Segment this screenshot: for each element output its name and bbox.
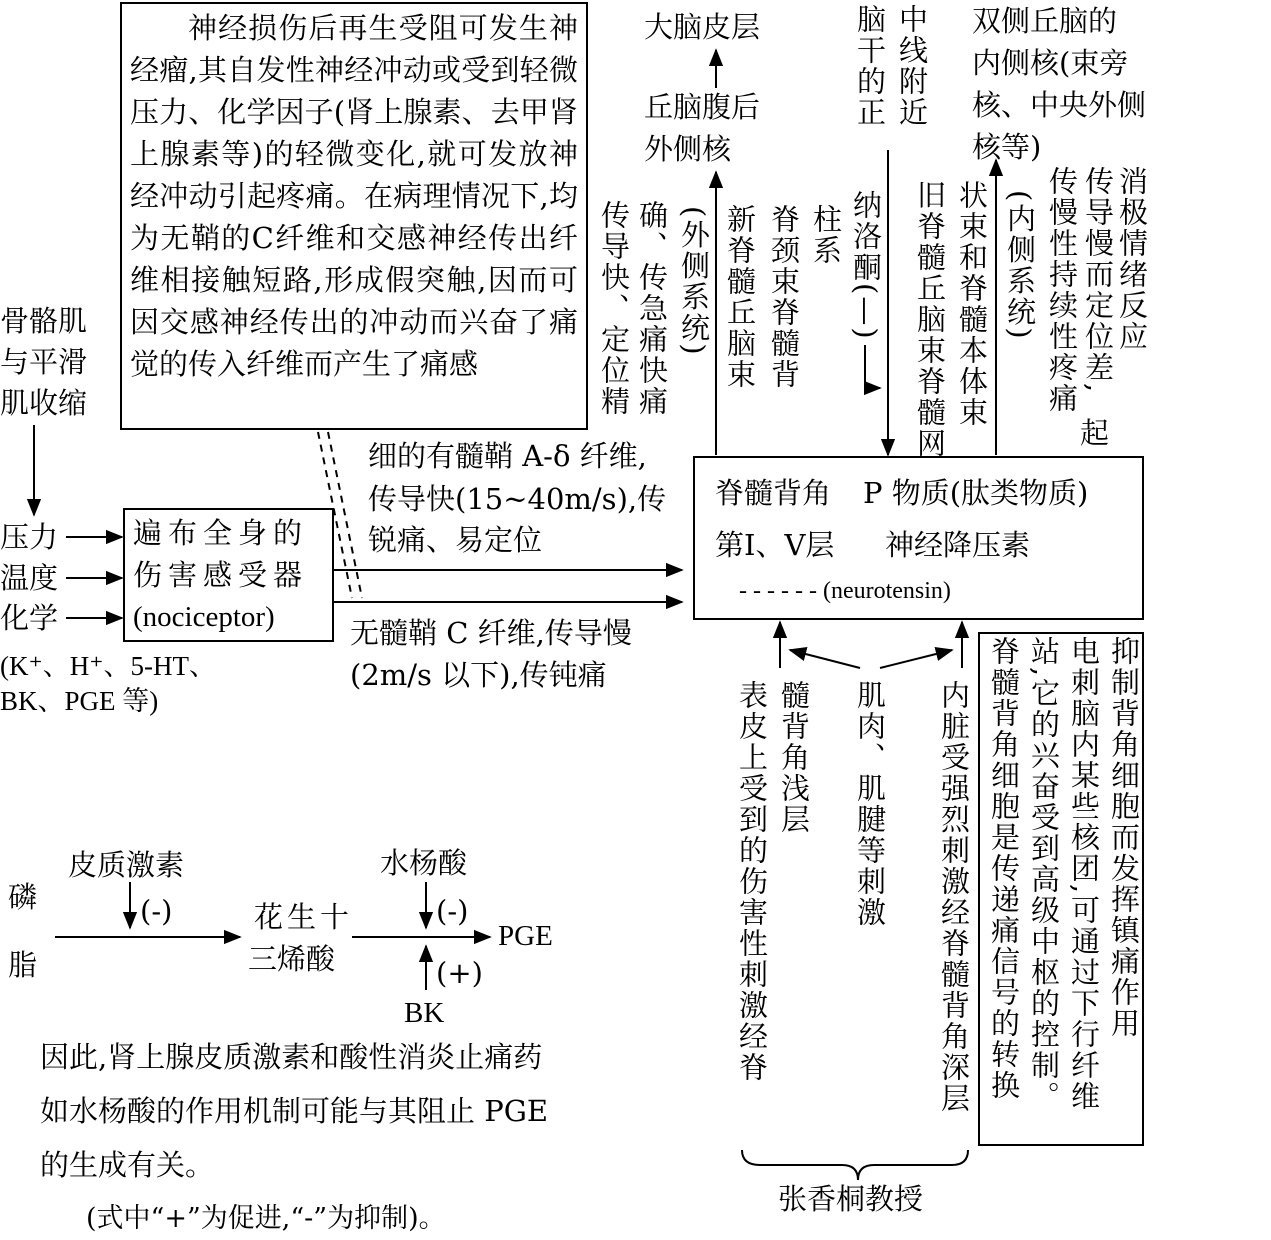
- spinocervical-tract: 脊颈束脊髓背: [767, 204, 801, 390]
- bk-label: BK: [404, 997, 445, 1029]
- stimulus-chemical: 化学: [0, 601, 59, 635]
- stimulus-pressure: 压力: [0, 520, 59, 554]
- substance-p: P 物质(肽类物质): [863, 476, 1089, 510]
- plus: (+): [436, 956, 483, 990]
- minus-1: (-): [140, 894, 173, 928]
- arachidonic-1: 花生十: [254, 900, 354, 934]
- inhibition-col-3: 站,它的兴奋受到高级中枢的控制。: [1027, 636, 1061, 1113]
- corticosteroid: 皮质激素: [68, 848, 185, 882]
- salicylic-acid: 水杨酸: [380, 846, 468, 880]
- c-fiber-line-1: 无髓鞘 C 纤维,传导慢: [350, 616, 632, 650]
- nociceptor-line-3: (nociceptor): [133, 601, 275, 633]
- bilateral-thalamus-2: 内侧核(束旁: [972, 46, 1129, 80]
- inhibition-col-4: 脊髓背角细胞是传递痛信号的转换: [987, 636, 1021, 1101]
- thalamus-vpl-1: 丘脑腹后: [644, 90, 761, 124]
- phospholipid-2: 脂: [8, 948, 38, 982]
- neurotensin-cn: 神经降压素: [885, 528, 1031, 562]
- a-delta-line-2: 传导快(15~40m/s),传: [368, 482, 667, 516]
- nociceptor-line-2: 伤害感受器: [133, 558, 309, 592]
- medial-system: (内侧系统): [1003, 190, 1037, 341]
- bottom-brace: [742, 1150, 968, 1180]
- dorsal-horn-box: [693, 456, 1144, 620]
- arachidonic-2: 三烯酸: [248, 942, 336, 976]
- visceral-stimulus: 内脏受强烈刺激经脊髓背角深层: [937, 680, 971, 1114]
- a-delta-line-1: 细的有髓鞘 A-δ 纤维,: [368, 439, 647, 473]
- brainstem-col-2: 脑干的正: [853, 4, 887, 128]
- pge-label: PGE: [498, 920, 553, 952]
- lateral-system: (外侧系统): [677, 206, 711, 357]
- phospholipid-1: 磷: [8, 880, 38, 914]
- stimulus-temperature: 温度: [0, 561, 59, 595]
- muscle-tendon-stimulus: 肌肉、肌腱等刺激: [853, 680, 887, 928]
- naloxone: 纳洛酮(—): [849, 190, 883, 341]
- fast-pain-col-2: 传导快、定位精: [597, 200, 631, 417]
- conclusion-3: 的生成有关。: [40, 1148, 215, 1182]
- fast-pain-col-1: 确、传急痛快痛: [635, 200, 669, 417]
- negative-emotion: 消极情绪反应: [1115, 166, 1149, 352]
- paleospinothalamic-tract: 旧脊髓丘脑束脊髓网: [913, 180, 947, 459]
- conclusion-2: 如水杨酸的作用机制可能与其阻止 PGE: [40, 1094, 549, 1128]
- slow-conduction: 传导慢而定位差,: [1081, 166, 1115, 395]
- chemical-list-1: (K⁺、H⁺、5-HT、: [0, 651, 216, 681]
- inhibition-col-1: 抑制背角细胞而发挥镇痛作用: [1107, 636, 1141, 1039]
- note: (式中“+”为促进,“-”为抑制)。: [86, 1203, 446, 1234]
- slow-pain: 传慢性持续性疼痛: [1045, 166, 1079, 414]
- superficial-layer: 髓背角浅层: [777, 680, 811, 835]
- bilateral-thalamus-4: 核等): [972, 130, 1042, 164]
- laminae: 第Ⅰ、Ⅴ层: [715, 528, 835, 562]
- muscle-contraction-3: 肌收缩: [0, 386, 88, 420]
- arrow-muscle-left: [790, 650, 860, 668]
- inhibition-box: [978, 632, 1144, 1146]
- neuroma-box: [120, 2, 588, 430]
- nociceptor-box: [123, 508, 334, 642]
- epidermis-stimulus: 表皮上受到的伤害性刺激经脊: [735, 680, 769, 1083]
- neospinothalamic-tract: 新脊髓丘脑束: [723, 204, 757, 390]
- muscle-contraction-1: 骨骼肌: [0, 304, 88, 338]
- inhibition-col-2: 电刺脑内某些核团,可通过下行纤维: [1067, 636, 1101, 1113]
- dorsal-column: 柱系: [809, 204, 843, 266]
- nociceptor-line-1: 遍布全身的: [133, 516, 309, 550]
- chemical-list-2: BK、PGE 等): [0, 686, 159, 716]
- bilateral-thalamus-1: 双侧丘脑的: [972, 4, 1118, 38]
- minus-2: (-): [436, 894, 469, 928]
- arrow-muscle-right: [880, 650, 952, 668]
- dorsal-horn-title: 脊髓背角: [715, 476, 832, 510]
- cerebral-cortex: 大脑皮层: [644, 10, 761, 44]
- propriospinal-tract: 状束和脊髓本体束: [955, 180, 989, 428]
- brainstem-col-1: 中线附近: [895, 4, 929, 128]
- naloxone-pointer: [865, 345, 880, 388]
- neuroma-text: 神经损伤后再生受阻可发生神经瘤,其自发性神经冲动或受到轻微压力、化学因子(肾上腺素、去甲肾上腺素等)的轻微变化,就可发放神经冲动引起疼痛。在病理情况下,均为无鞘的C纤维和交感神经传出纤维相接触短路,形成假突触,因而可因交感神经传出的冲动而兴奋了痛觉的传入纤维而产生了痛感: [130, 11, 578, 381]
- conclusion-1: 因此,肾上腺皮质激素和酸性消炎止痛药: [40, 1040, 543, 1074]
- neurotensin-en: - - - - - - (neurotensin): [739, 578, 951, 604]
- arise-char: 起: [1080, 416, 1110, 450]
- thalamus-vpl-2: 外侧核: [644, 132, 732, 166]
- bilateral-thalamus-3: 核、中央外侧: [972, 88, 1147, 122]
- muscle-contraction-2: 与平滑: [0, 345, 88, 379]
- author-title: 张香桐教授: [778, 1182, 924, 1216]
- c-fiber-line-2: (2m/s 以下),传钝痛: [350, 658, 607, 692]
- a-delta-line-3: 锐痛、易定位: [368, 523, 543, 557]
